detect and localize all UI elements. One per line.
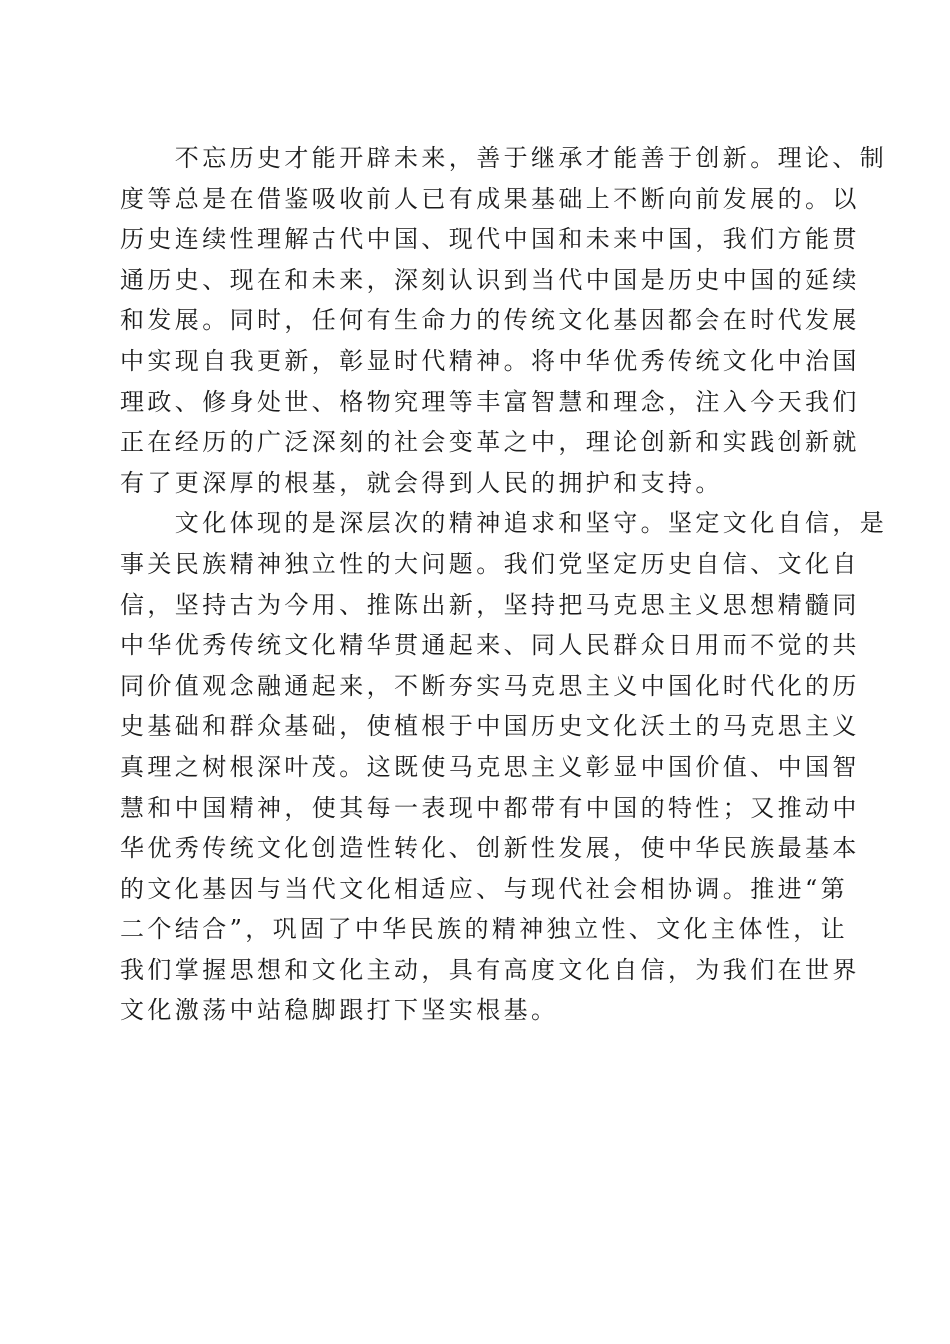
paragraph-1 <box>120 138 888 503</box>
text-line: 事关民族精神独立性的大问题。我们党坚定历史自信、文化自 <box>120 549 860 578</box>
text-line: 信，坚持古为今用、推陈出新，坚持把马克思主义思想精髓同 <box>120 590 860 619</box>
text-line: 历史连续性理解古代中国、现代中国和未来中国，我们方能贯 <box>120 225 860 254</box>
text-line: 慧和中国精神，使其每一表现中都带有中国的特性；又推动中 <box>120 793 860 822</box>
text-line: 同价值观念融通起来，不断夯实马克思主义中国化时代化的历 <box>120 671 860 700</box>
text-line: 不忘历史才能开辟未来，善于继承才能善于创新。理论、制 <box>120 144 888 172</box>
text-line: 史基础和群众基础，使植根于中国历史文化沃土的马克思主义 <box>120 712 860 741</box>
text-line: 度等总是在借鉴吸收前人已有成果基础上不断向前发展的。以 <box>120 184 860 213</box>
text-line: 理政、修身处世、格物究理等丰富智慧和理念，注入今天我们 <box>120 387 860 416</box>
text-line: 文化体现的是深层次的精神追求和坚守。坚定文化自信，是 <box>120 509 888 538</box>
text-line: 和发展。同时，任何有生命力的传统文化基因都会在时代发展 <box>120 306 860 335</box>
document-body <box>120 138 888 1031</box>
text-line: 中实现自我更新，彰显时代精神。将中华优秀传统文化中治国 <box>120 346 860 375</box>
text-line: 文化激荡中站稳脚跟打下坚实根基。 <box>120 996 559 1025</box>
text-line: 有了更深厚的根基，就会得到人民的拥护和支持。 <box>120 468 723 497</box>
text-line: 真理之树根深叶茂。这既使马克思主义彰显中国价值、中国智 <box>120 752 860 781</box>
text-line: 中华优秀传统文化精华贯通起来、同人民群众日用而不觉的共 <box>120 631 860 660</box>
text-line: 华优秀传统文化创造性转化、创新性发展，使中华民族最基本 <box>120 834 860 863</box>
paragraph-2 <box>120 503 888 1031</box>
text-line: 正在经历的广泛深刻的社会变革之中，理论创新和实践创新就 <box>120 428 860 457</box>
text-line: 的文化基因与当代文化相适应、与现代社会相协调。推进“第 <box>120 874 849 903</box>
text-line: 我们掌握思想和文化主动，具有高度文化自信，为我们在世界 <box>120 955 860 984</box>
text-line: 二个结合”，巩固了中华民族的精神独立性、文化主体性，让 <box>120 915 849 944</box>
text-line: 通历史、现在和未来，深刻认识到当代中国是历史中国的延续 <box>120 265 860 294</box>
